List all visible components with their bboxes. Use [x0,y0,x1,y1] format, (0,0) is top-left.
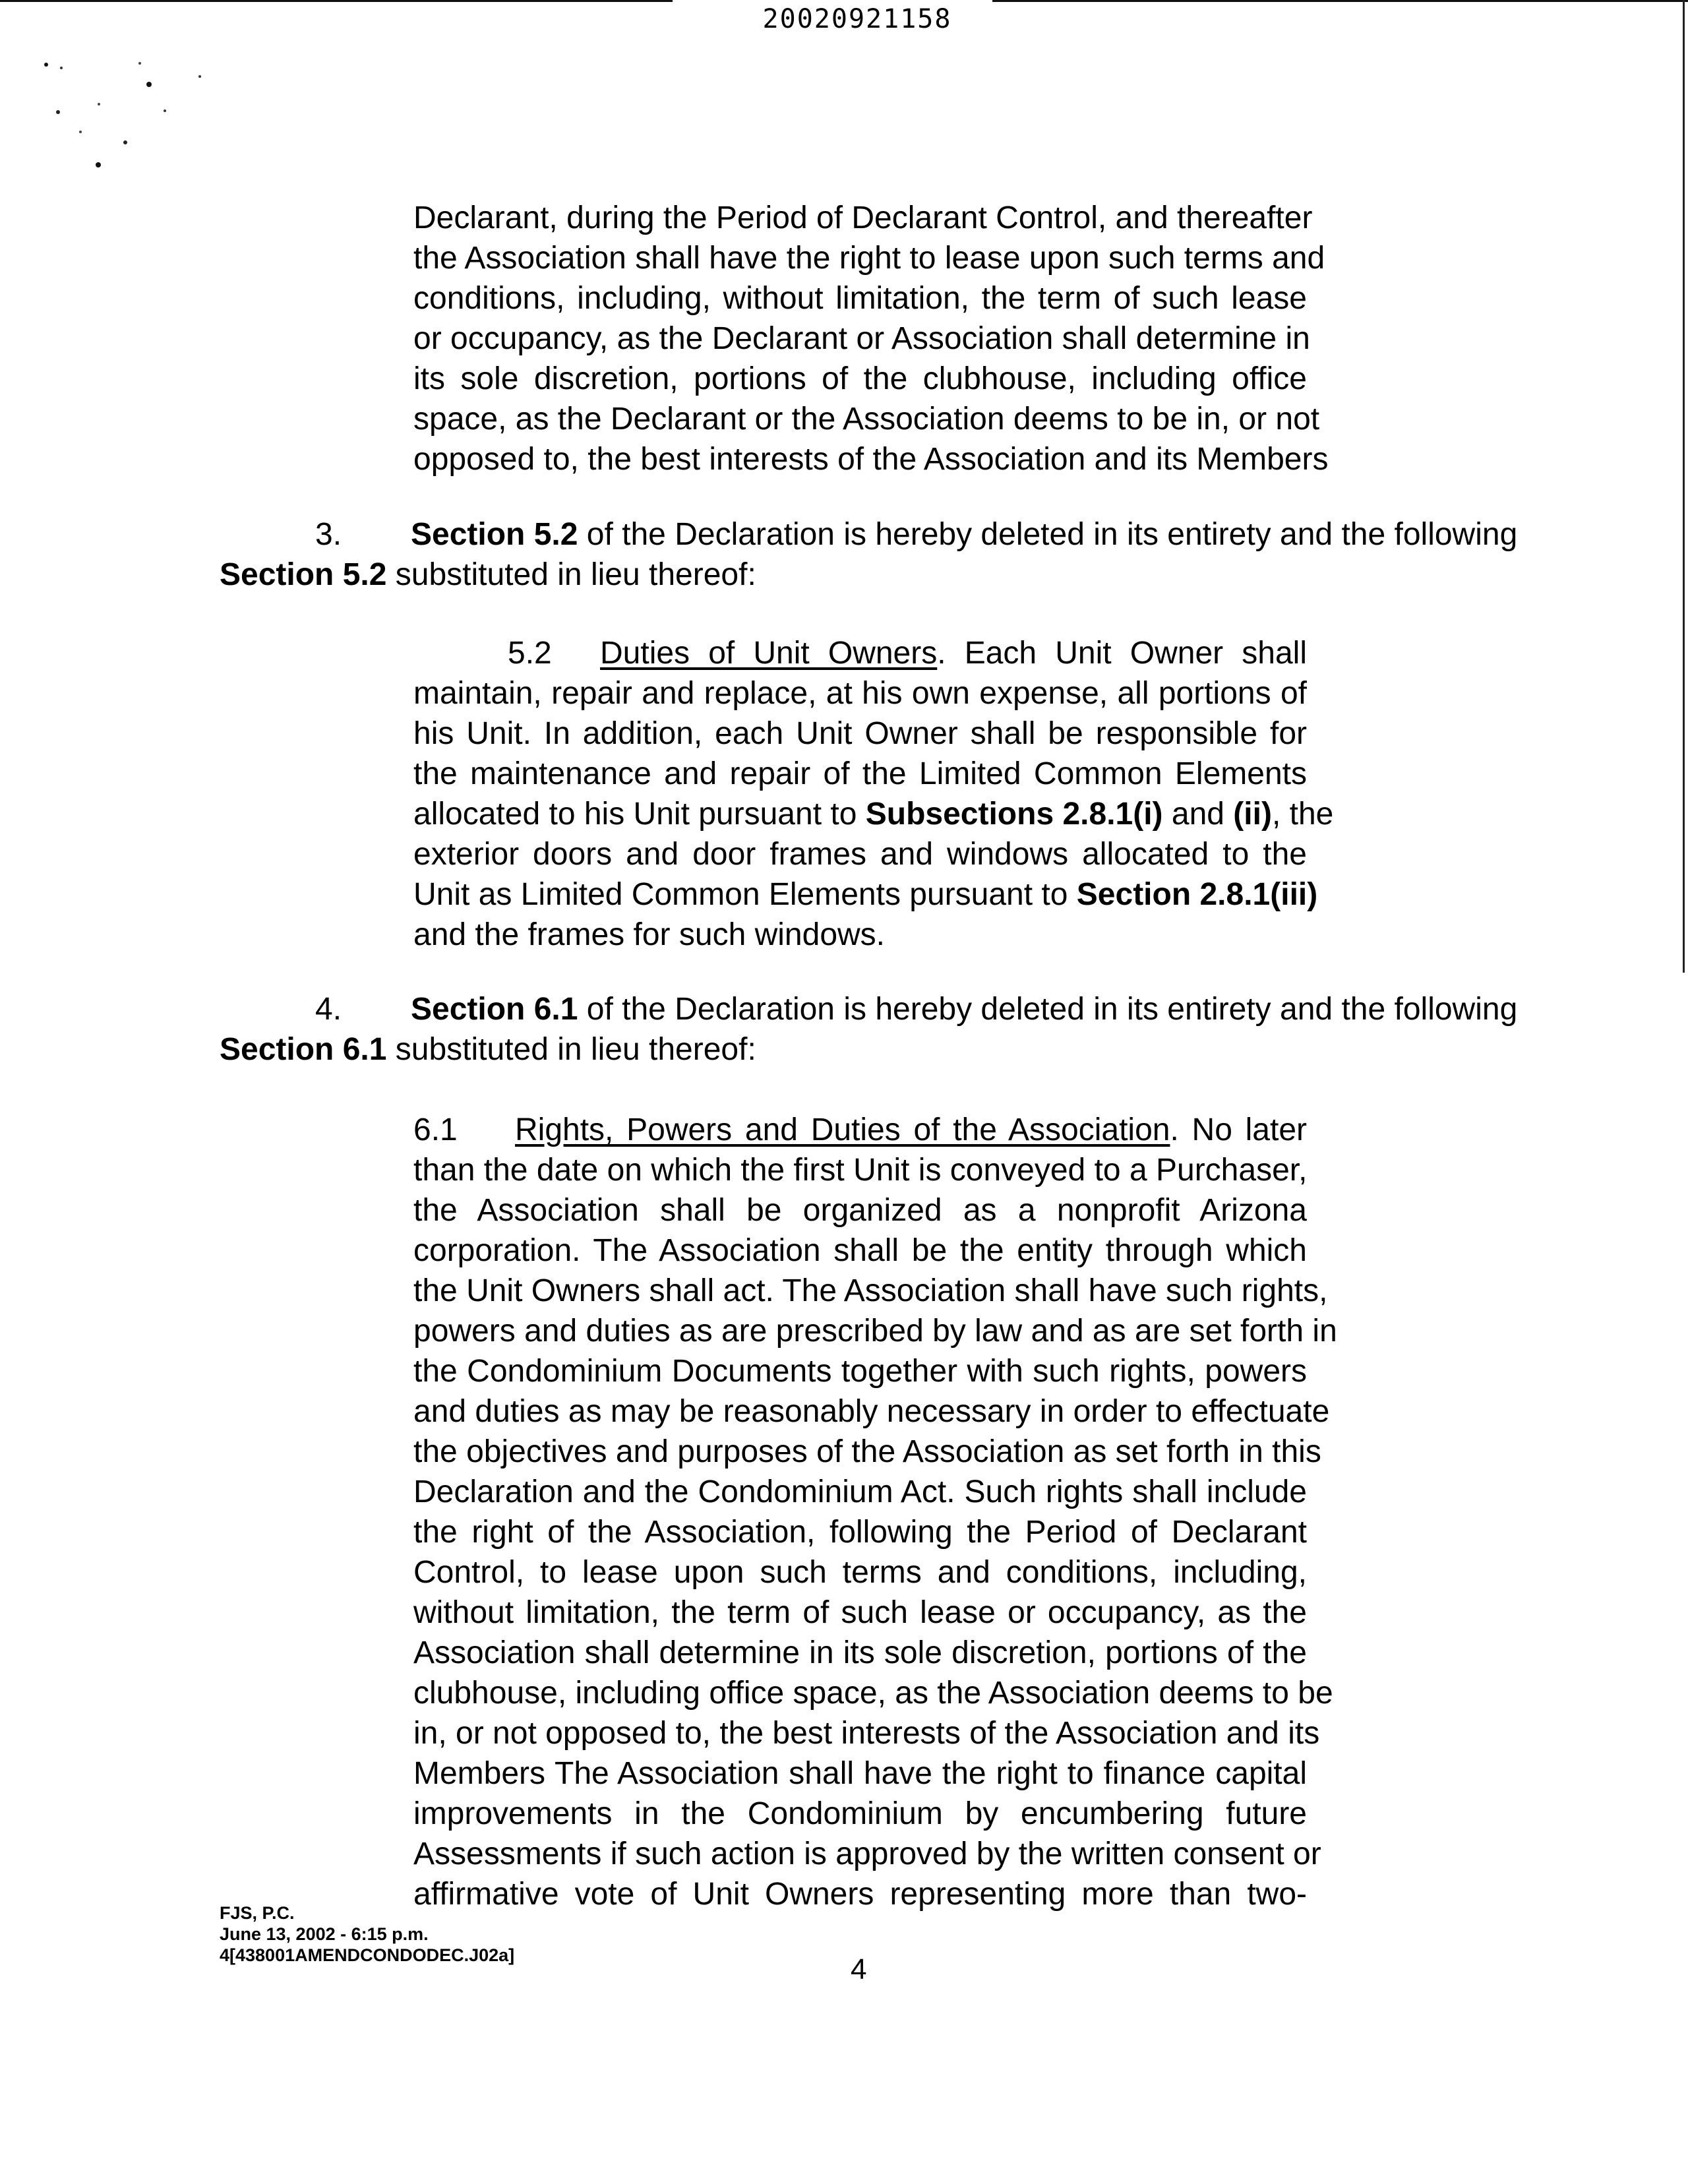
text-line: the maintenance and repair of the Limited Common Elements [413,756,1307,791]
section-ref: Section 2.8.1(iii) [1076,877,1318,912]
scan-edge-top-right [992,0,1688,2]
subsection-number: 5.2 [508,636,552,671]
text-line: its sole discretion, portions of the clubhouse, including office [413,361,1307,396]
text-line: and duties as may be reasonably necessary in order to effectuate [413,1394,1330,1429]
text-line: Control, to lease upon such terms and conditions, including, [413,1555,1307,1590]
section-ref: (ii) [1233,797,1272,832]
text-line: and the frames for such windows. [413,917,886,952]
item-3-line-2 [220,555,1505,595]
scan-edge-right [1683,0,1685,973]
text-line: than the date on which the first Unit is conveyed to a Purchaser, [413,1153,1308,1188]
text-line: corporation. The Association shall be the entity through which [413,1233,1307,1268]
text-line: maintain, repair and replace, at his own expense, all portions of [413,676,1307,711]
text-line: improvements in the Condominium by encumbering future [413,1796,1307,1831]
page-number: 4 [851,1953,867,1986]
subsection-title: Rights, Powers and Duties of the Association [515,1112,1170,1147]
text-line [413,874,1318,915]
continuation-paragraph [413,198,1329,479]
text-line: in, or not opposed to, the best interests of the Association and its [413,1716,1320,1751]
item-3-line-1 [220,514,1518,555]
text-line [413,633,1307,673]
item-text: substituted in lieu thereof: [386,1032,756,1067]
text-line: opposed to, the best interests of the Association and its Members [413,442,1329,477]
text-line: the Association shall be organized as a nonprofit Arizona [413,1193,1307,1228]
text-span: . No later [1170,1112,1307,1147]
text-line: or occupancy, as the Declarant or Association shall determine in [413,321,1310,356]
section-ref: Subsections 2.8.1(i) [865,797,1163,832]
text-line: clubhouse, including office space, as the Association deems to be [413,1676,1333,1711]
scan-specks [0,0,237,191]
section-ref: Section 6.1 [220,1032,387,1067]
text-line: Assessments if such action is approved by the written consent or [413,1836,1321,1871]
text-span: . Each Unit Owner shall [937,636,1308,671]
footer-info [220,1902,514,1966]
section-ref: Section 5.2 [411,517,578,552]
item-text: of the Declaration is hereby deleted in its entirety and the following [578,992,1518,1027]
footer-file: 4[438001AMENDCONDODEC.J02a] [220,1945,515,1965]
text-line: Members The Association shall have the right to finance capital [413,1756,1307,1791]
text-line: conditions, including, without limitation, the term of such lease [413,281,1307,316]
text-span: and [1162,797,1234,832]
text-line: powers and duties as are prescribed by law and as are set forth in [413,1314,1337,1349]
subsection-6-1 [413,1110,1337,1914]
section-ref: Section 5.2 [220,557,387,592]
text-span: , the [1271,797,1334,832]
text-line: his Unit. In addition, each Unit Owner shall be responsible for [413,716,1307,751]
text-line: exterior doors and door frames and windows allocated to the [413,837,1307,872]
text-line: space, as the Declarant or the Association deems to be in, or not [413,402,1320,437]
text-line [413,1110,1307,1150]
item-4-line-1 [220,989,1518,1029]
text-line [413,794,1334,834]
text-line: affirmative vote of Unit Owners representing more than two- [413,1877,1307,1912]
item-3-paragraph [220,514,1518,595]
text-line: the objectives and purposes of the Association as set forth in this [413,1434,1321,1469]
text-line: without limitation, the term of such lease or occupancy, as the [413,1595,1307,1630]
subsection-title: Duties of Unit Owners [600,636,938,671]
item-text: substituted in lieu thereof: [386,557,756,592]
text-span: Unit as Limited Common Elements pursuant to [413,877,1077,912]
text-line: Declaration and the Condominium Act. Such rights shall include [413,1474,1307,1509]
item-number: 4. [315,992,342,1027]
item-number: 3. [315,517,342,552]
item-text: of the Declaration is hereby deleted in its entirety and the following [578,517,1518,552]
subsection-number: 6.1 [413,1112,458,1147]
text-line: Declarant, during the Period of Declarant Control, and thereafter [413,200,1313,235]
item-4-line-2 [220,1029,1505,1070]
subsection-5-2 [413,633,1334,955]
section-ref: Section 6.1 [411,992,578,1027]
text-line: the Unit Owners shall act. The Association shall have such rights, [413,1273,1328,1308]
footer-firm: FJS, P.C. [220,1903,295,1923]
text-line: Association shall determine in its sole discretion, portions of the [413,1635,1307,1670]
recording-number: 20020921158 [762,4,952,34]
item-4-paragraph [220,989,1518,1070]
footer-date: June 13, 2002 - 6:15 p.m. [220,1924,429,1944]
text-line: the Association shall have the right to lease upon such terms and [413,241,1325,276]
text-line: the right of the Association, following the Period of Declarant [413,1515,1307,1550]
text-line: the Condominium Documents together with such rights, powers [413,1354,1307,1389]
text-span: allocated to his Unit pursuant to [413,797,866,832]
